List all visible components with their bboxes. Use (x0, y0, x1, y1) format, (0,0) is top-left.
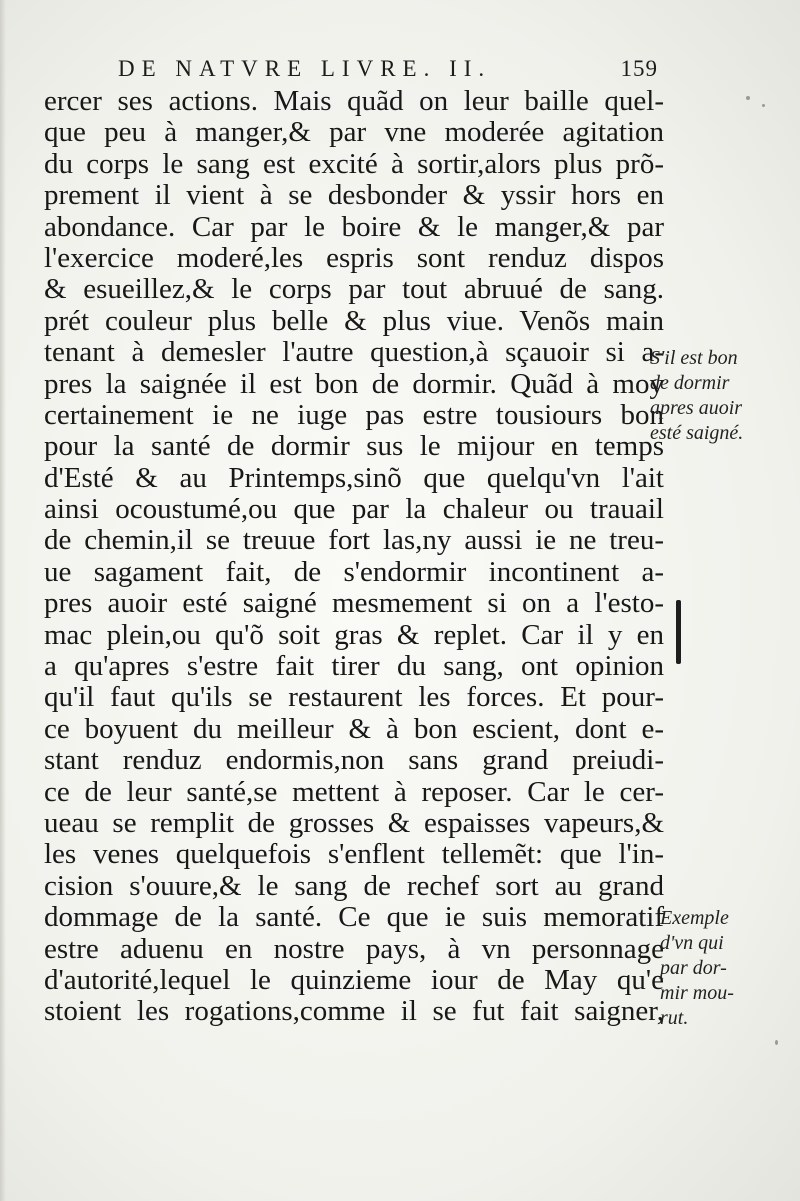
text-line: ercer ses actions. Mais quãd on leur baille quel- (44, 85, 664, 117)
marginal-note-sleep-after-bleeding (650, 346, 743, 446)
text-line: de chemin,il se treuue fort las,ny aussi ie ne treu- (44, 524, 664, 557)
text-line: que peu à manger,& par vne moderée agitation (44, 116, 664, 149)
marginal-note-line: Exemple (660, 907, 729, 929)
paper-speck (762, 104, 765, 107)
text-line: ce de leur santé,se mettent à reposer. Car le cer- (44, 775, 664, 808)
text-line: prét couleur plus belle & plus viue. Venõs main (44, 304, 664, 337)
text-line: estre aduenu en nostre pays, à vn personnage (44, 932, 664, 965)
paper-speck (746, 96, 750, 100)
marginal-note-line: mir mou- (660, 982, 734, 1004)
body-text (44, 86, 664, 1028)
marginal-note-line: d'vn qui (660, 932, 724, 954)
paper-speck (775, 1040, 778, 1045)
text-line: dommage de la santé. Ce que ie suis memoratif (44, 901, 664, 934)
text-line: ue sagament fait, de s'endormir incontinent a- (44, 555, 664, 588)
text-line: stoient les rogations,comme il se fut fait saigner, (44, 995, 664, 1028)
text-line: prement il vient à se desbonder & yssir hors en (44, 179, 664, 212)
marginal-note-line: S'il est bon (650, 347, 738, 369)
text-line: a qu'apres s'estre fait tirer du sang, ont opinion (44, 650, 664, 683)
marginal-note-line: par dor- (660, 957, 727, 979)
marginal-note-line: de dormir (650, 372, 730, 394)
text-line: mac plein,ou qu'õ soit gras & replet. Car il y en (44, 618, 664, 651)
marginal-note-example (660, 906, 734, 1031)
text-line: qu'il faut qu'ils se restaurent les forces. Et pour- (44, 681, 664, 714)
text-line: certainement ie ne iuge pas estre tousiours bon (44, 398, 664, 431)
margin-mark (676, 600, 681, 664)
text-line: ce boyuent du meilleur & à bon escient, dont e- (44, 712, 664, 745)
text-line: l'exercice moderé,les espris sont renduz dispos (44, 241, 664, 274)
text-line: ainsi ocoustumé,ou que par la chaleur ou trauail (44, 493, 664, 526)
page-number: 159 (620, 56, 658, 81)
marginal-note-line: rut. (660, 1007, 689, 1029)
marginal-note-line: apres auoir (650, 397, 743, 419)
text-line: les venes quelquefois s'enflent tellemẽt: que l'in- (44, 838, 664, 871)
text-line: cision s'ouure,& le sang de rechef sort au grand (44, 869, 664, 902)
text-line: pres la saignée il est bon de dormir. Quãd à moy (44, 367, 664, 400)
gutter-shadow (0, 0, 6, 1201)
text-line: du corps le sang est excité à sortir,alors plus prõ- (44, 147, 664, 180)
text-line: pres auoir esté saigné mesmement si on a l'esto- (44, 587, 664, 620)
text-line: d'autorité,lequel le quinzieme iour de May qu'e (44, 963, 664, 996)
text-line: tenant à demesler l'autre question,à sçauoir si a- (44, 336, 664, 369)
text-line: stant renduz endormis,non sans grand preiudi- (44, 744, 664, 777)
marginal-note-line: esté saigné. (650, 422, 744, 444)
text-line: abondance. Car par le boire & le manger,& par (44, 210, 664, 243)
text-line: d'Esté & au Printemps,sinõ que quelqu'vn l'ait (44, 461, 664, 494)
text-line: ueau se remplit de grosses & espaisses vapeurs,& (44, 806, 664, 839)
running-head-title: DE NATVRE LIVRE. II. (118, 56, 492, 81)
text-line: pour la santé de dormir sus le mijour en temps (44, 430, 664, 463)
text-line: & esueillez,& le corps par tout abruué de sang. (44, 273, 664, 306)
